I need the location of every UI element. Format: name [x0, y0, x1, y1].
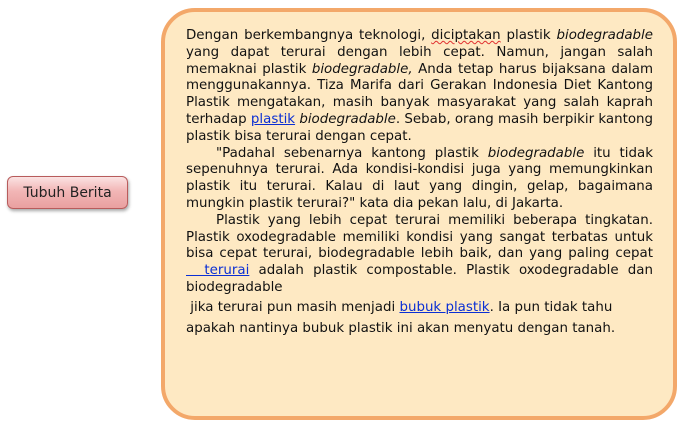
p1-italic-2: biodegradable,: [311, 61, 413, 77]
p1-text-4: Anda tetap harus bijaksana dalam menggunakannya. Tiza Marifa dari Gerakan Indonesia Diet Kantong Plastik mengatakan, masih banyak masyarakat yang salah kaprah terhadap: [186, 61, 654, 127]
article-text: [186, 28, 653, 339]
p4-text-1: jika terurai pun masih menjadi: [186, 299, 400, 315]
paragraph-2: [186, 146, 653, 213]
paragraph-1: [186, 28, 653, 146]
p1-italic-1: biodegradable: [556, 28, 653, 43]
section-label-text: Tubuh Berita: [23, 184, 112, 201]
p3-text-2: adalah plastik compostable. Plastik oxodegradable dan biodegradable: [186, 263, 653, 295]
p1-text-2: plastik: [500, 28, 557, 43]
paragraph-3: [186, 213, 653, 297]
link-plastik[interactable]: plastik: [250, 111, 296, 127]
p3-text-1: Plastik yang lebih cepat terurai memiliki beberapa tingkatan. Plastik oxodegradable memiliki kondisi yang sangat terbatas untuk bisa cepat terurai, biodegradable lebih baik, dan yang paling cepat: [186, 212, 653, 262]
link-terurai[interactable]: terurai: [186, 263, 250, 279]
p1-misspelled-word: diciptakan: [431, 28, 501, 43]
p1-italic-3: biodegradable: [299, 111, 396, 127]
p1-text-6: . Sebab, orang masih berpikir kantong plastik bisa terurai dengan cepat.: [186, 111, 654, 144]
p2-text-2: itu tidak sepenuhnya terurai. Ada kondisi-kondisi juga yang memungkinkan plastik itu terurai. Kalau di laut yang dingin, gelap, bagaimana mungkin plastik terurai?" kata dia pekan lalu, di Jakarta.: [186, 145, 653, 211]
p2-text-1: "Padahal sebenarnya kantong plastik: [216, 145, 488, 161]
p4-text-2: . Ia pun tidak tahu apakah nantinya bubuk plastik ini akan menyatu dengan tanah.: [186, 299, 616, 336]
paragraph-4: [186, 297, 653, 339]
section-label-tubuh-berita: [7, 176, 128, 209]
p2-italic-1: biodegradable: [487, 145, 585, 161]
p1-text-3: yang dapat terurai dengan lebih cepat. Namun, jangan salah memaknai plastik: [186, 44, 653, 77]
link-bubuk-plastik[interactable]: bubuk plastik: [399, 299, 490, 315]
article-body-box: [161, 8, 677, 420]
p1-text-1: Dengan berkembangnya teknologi,: [186, 28, 432, 43]
